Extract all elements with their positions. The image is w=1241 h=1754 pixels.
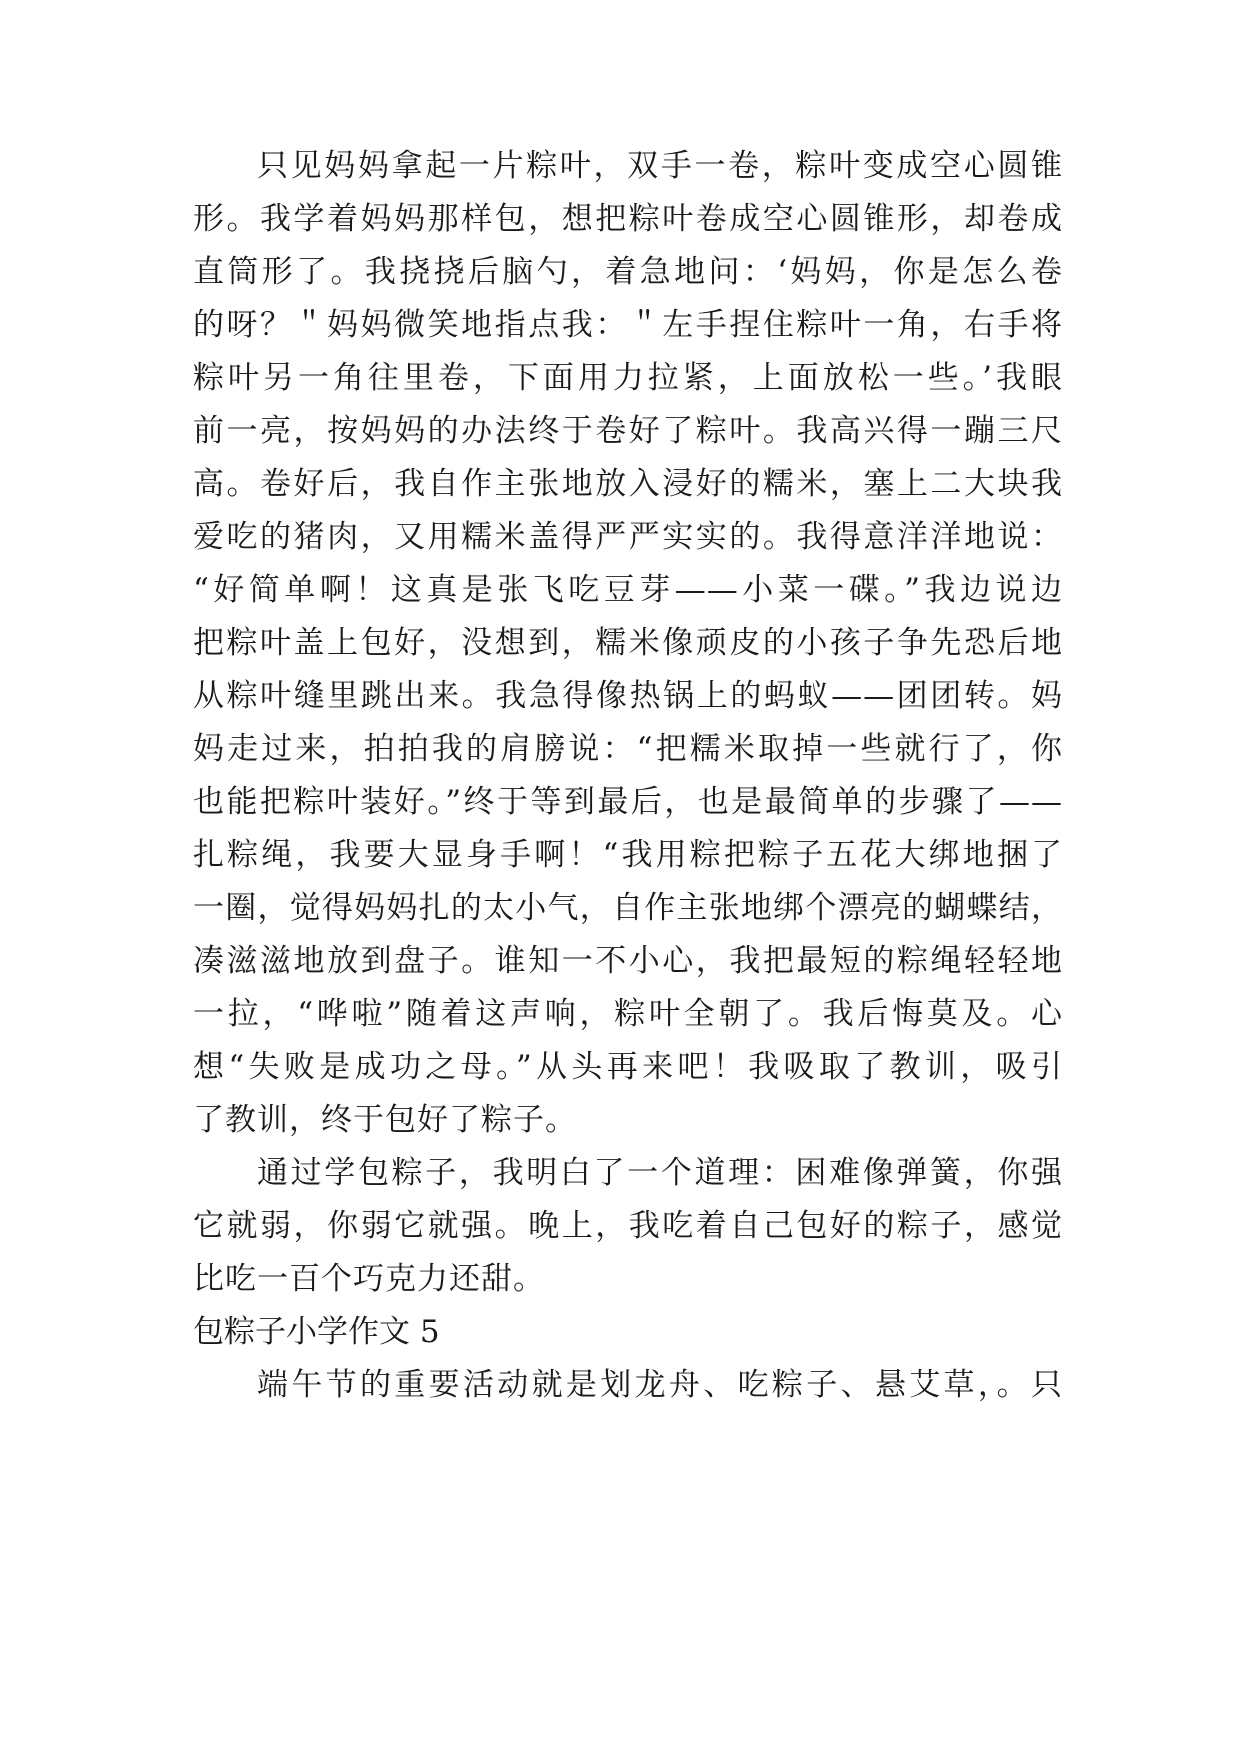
paragraph-1-line-10: 把粽叶盖上包好，没想到，糯米像顽皮的小孩子争先恐后地 [193,625,1063,661]
paragraph-1-line-14: 扎粽绳，我要大显身手啊！“我用粽把粽子五花大绑地捆了 [193,837,1063,873]
paragraph-2-line-3: 比吃一百个巧克力还甜。 [193,1261,545,1297]
paragraph-1-line-17: 一拉，“哗啦”随着这声响，粽叶全朝了。我后悔莫及。心 [193,996,1063,1032]
paragraph-1-line-15: 一圈，觉得妈妈扎的太小气，自作主张地绑个漂亮的蝴蝶结， [193,890,1063,926]
paragraph-3-line-1: 端午节的重要活动就是划龙舟、吃粽子、悬艾草，。只 [257,1367,1063,1403]
paragraph-1-line-7: 高。卷好后，我自作主张地放入浸好的糯米，塞上二大块我 [193,466,1063,502]
paragraph-2-line-1: 通过学包粽子，我明白了一个道理：困难像弹簧，你强 [257,1155,1063,1191]
paragraph-1-line-3: 直筒形了。我挠挠后脑勺，着急地问：‘妈妈，你是怎么卷 [193,254,1063,290]
paragraph-1-line-8: 爱吃的猪肉，又用糯米盖得严严实实的。我得意洋洋地说： [193,519,1063,555]
paragraph-1-line-19: 了教训，终于包好了粽子。 [193,1102,577,1138]
paragraph-1-line-12: 妈走过来，拍拍我的肩膀说：“把糯米取掉一些就行了，你 [193,731,1063,767]
paragraph-1-line-16: 凑滋滋地放到盘子。谁知一不小心，我把最短的粽绳轻轻地 [193,943,1063,979]
paragraph-1-line-18: 想“失败是成功之母。”从头再来吧！我吸取了教训，吸引 [193,1049,1063,1085]
paragraph-1-line-13: 也能把粽叶装好。”终于等到最后，也是最简单的步骤了—— [193,784,1063,820]
paragraph-1-line-1: 只见妈妈拿起一片粽叶，双手一卷，粽叶变成空心圆锥 [257,148,1063,184]
paragraph-2-line-2: 它就弱，你弱它就强。晚上，我吃着自己包好的粽子，感觉 [193,1208,1063,1244]
paragraph-1-line-5: 粽叶另一角往里卷，下面用力拉紧，上面放松一些。’我眼 [193,360,1063,396]
paragraph-1-line-11: 从粽叶缝里跳出来。我急得像热锅上的蚂蚁——团团转。妈 [193,678,1063,714]
paragraph-1-line-2: 形。我学着妈妈那样包，想把粽叶卷成空心圆锥形，却卷成 [193,201,1063,237]
paragraph-1-line-9: “好简单啊！这真是张飞吃豆芽——小菜一碟。”我边说边 [193,572,1063,608]
paragraph-1-line-6: 前一亮，按妈妈的办法终于卷好了粽叶。我高兴得一蹦三尺 [193,413,1063,449]
paragraph-1-line-4: 的呀？＂妈妈微笑地指点我：＂左手捏住粽叶一角，右手将 [193,307,1063,343]
section-heading: 包粽子小学作文 5 [193,1314,440,1350]
